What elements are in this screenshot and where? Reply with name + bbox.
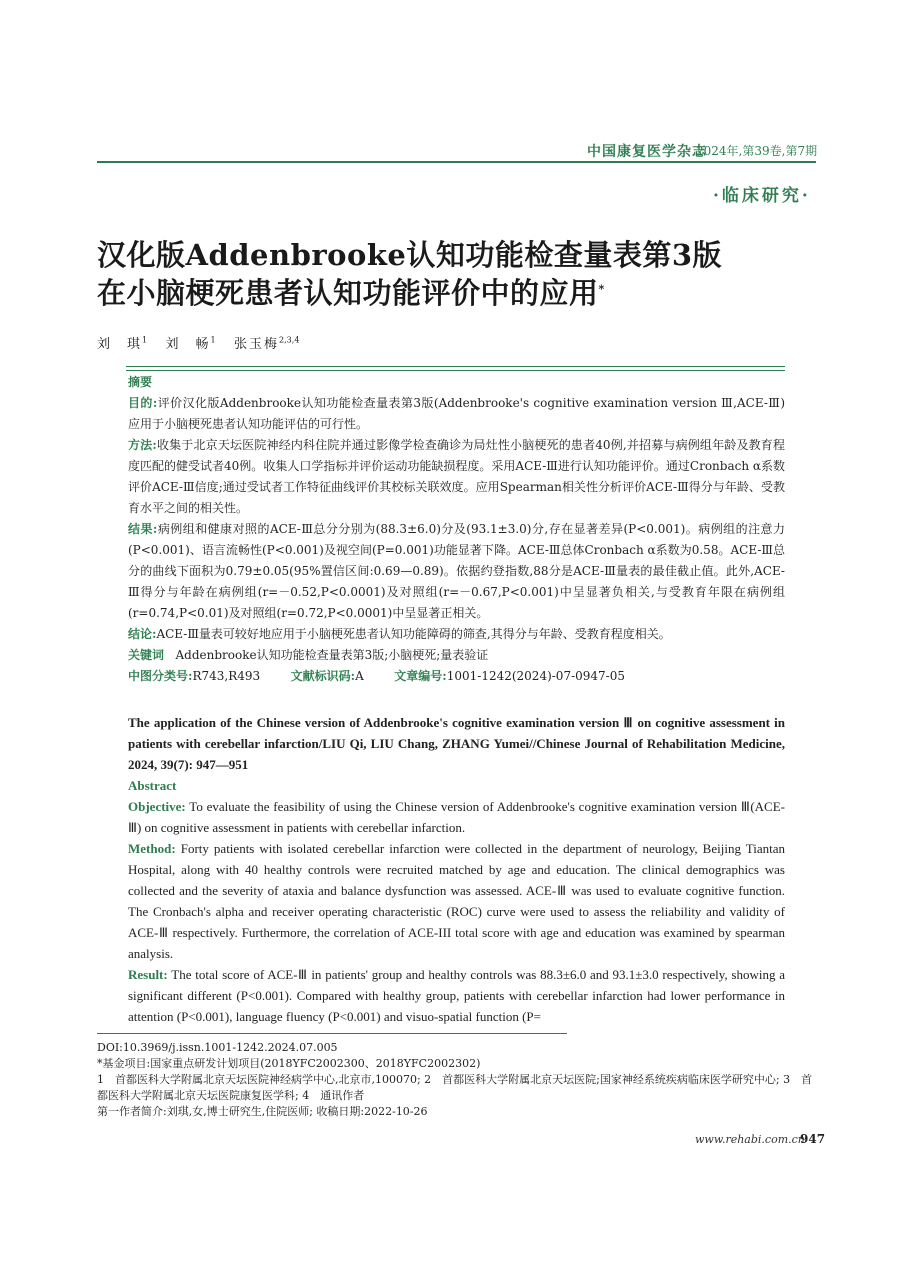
doi: DOI:10.3969/j.issn.1001-1242.2024.07.005 <box>97 1041 338 1054</box>
affiliations: 1 首都医科大学附属北京天坛医院神经病学中心,北京市,100070; 2 首都医科大学附属北京天坛医院;国家神经系统疾病临床医学研究中心; 3 首都医科大学附属北京天坛医院康复医学科; 4 通讯作者 <box>97 1073 813 1102</box>
method-label: 方法: <box>128 438 157 452</box>
author-name: 张玉梅 <box>234 337 280 352</box>
clc-label: 中图分类号: <box>128 669 193 683</box>
clc-value: R743,R493 <box>192 669 261 683</box>
english-result-text: The total score of ACE-Ⅲ in patients' group and healthy controls was 88.3±6.0 and 93.1±3.0 respectively, showing a significant different (P<0.001). Compared with healthy group, patients with cerebellar infarction had lower performance in attention (P<0.001), language fluency (P<0.001) and visuo-spatial function (P= <box>128 967 786 1024</box>
objective-label: 目的: <box>128 396 158 410</box>
english-abstract-heading: Abstract <box>128 778 177 793</box>
footnote-rule <box>97 1033 567 1034</box>
author-affiliation: 1 <box>210 335 216 345</box>
title-footnote-mark: * <box>598 282 605 296</box>
abstract-result <box>128 519 785 624</box>
english-objective-label: Objective: <box>128 799 186 814</box>
english-method-text: Forty patients with isolated cerebellar infarction were collected in the department of neurology, Beijing Tiantan Hospital, along with 40 healthy controls were recruited matched by age and education. The clinical demographics was collected and the severity of ataxia and balance dysfunction was assessed. ACE-Ⅲ was used to evaluate cognitive function. The Cronbach's alpha and receiver operating characteristic (ROC) curve were used to assess the reliability and validity of ACE-Ⅲ respectively. Furthermore, the correlation of ACE-III total score with age and education was examined by spearman analysis. <box>128 841 786 961</box>
result-text: 病例组和健康对照的ACE-Ⅲ总分分别为(88.3±6.0)分及(93.1±3.0)分,存在显著差异(P<0.001)。病例组的注意力(P<0.001)、语言流畅性(P<0.001)及视空间(P=0.001)功能显著下降。ACE-Ⅲ总体Cronbach α系数为0.58。ACE-Ⅲ总分的曲线下面积为0.79±0.05(95%置信区间:0.69—0.89)。依据约登指数,88分是ACE-Ⅲ量表的最佳截止值。此外,ACE-Ⅲ得分与年龄在病例组(r=－0.52,P<0.0001)及对照组(r=－0.67,P<0.001)中呈显著负相关,与受教育年限在病例组(r=0.74,P<0.01)及对照组(r=0.72,P<0.0001)中呈显著正相关。 <box>128 522 785 620</box>
author-name: 刘 琪 <box>97 337 143 352</box>
article-title-line-1: 汉化版Addenbrooke认知功能检查量表第3版 <box>97 238 723 272</box>
doc-code-value: A <box>355 669 364 683</box>
keywords-text: Addenbrooke认知功能检查量表第3版;小脑梗死;量表验证 <box>175 648 489 662</box>
issue-info: 2024年,第39卷,第7期 <box>696 144 818 158</box>
abstract-method <box>128 435 785 519</box>
header-rule <box>97 161 816 163</box>
abstract-top-rule <box>126 366 785 371</box>
article-title-line-2-text: 在小脑梗死患者认知功能评价中的应用 <box>97 276 599 310</box>
classification-line <box>128 666 785 687</box>
conclusion-text: ACE-Ⅲ量表可较好地应用于小脑梗死患者认知功能障碍的筛查,其得分与年龄、受教育程度相关。 <box>156 627 671 641</box>
english-method <box>128 838 785 964</box>
method-text: 收集于北京天坛医院神经内科住院并通过影像学检查确诊为局灶性小脑梗死的患者40例,并招募与病例组年龄及教育程度匹配的健受试者40例。收集人口学指标并评价运动功能缺损程度。采用ACE-Ⅲ进行认知功能评价。通过Cronbach α系数评价ACE-Ⅲ信度;通过受试者工作特征曲线评价其校标关联效度。应用Spearman相关性分析评价ACE-Ⅲ得分与年龄、受教育水平之间的相关性。 <box>128 438 785 515</box>
author-name: 刘 畅 <box>165 337 211 352</box>
english-objective <box>128 796 785 838</box>
english-objective-text: To evaluate the feasibility of using the Chinese version of Addenbrooke's cognitive examination version Ⅲ(ACE-Ⅲ) on cognitive assessment in patients with cerebellar infarction. <box>128 799 785 835</box>
keywords-label: 关键词 <box>128 648 165 662</box>
result-label: 结果: <box>128 522 158 536</box>
journal-name: 中国康复医学杂志 <box>587 144 707 160</box>
doc-code-label: 文献标识码: <box>290 669 356 683</box>
journal-website: www.rehabi.com.cn <box>695 1133 805 1146</box>
keywords <box>128 645 785 666</box>
english-result-label: Result: <box>128 967 168 982</box>
author-affiliation: 2,3,4 <box>279 335 300 345</box>
english-method-label: Method: <box>128 841 176 856</box>
article-no-label: 文章编号: <box>394 669 447 683</box>
abstract-objective <box>128 393 785 435</box>
article-no-value: 1001-1242(2024)-07-0947-05 <box>446 669 625 683</box>
objective-text: 评价汉化版Addenbrooke认知功能检查量表第3版(Addenbrooke's cognitive examination version Ⅲ,ACE-Ⅲ)应用于小脑梗死患者认知功能评估的可行性。 <box>128 396 786 431</box>
article-title-line-2 <box>97 271 605 312</box>
author-affiliation: 1 <box>142 335 148 345</box>
abstract-heading: 摘要 <box>128 375 153 389</box>
fund-note: *基金项目:国家重点研发计划项目(2018YFC2002300、2018YFC2002302) <box>97 1057 481 1070</box>
abstract-conclusion <box>128 624 785 645</box>
footnotes <box>97 1040 817 1120</box>
first-author-note: 第一作者简介:刘琪,女,博士研究生,住院医师; 收稿日期:2022-10-26 <box>97 1105 428 1118</box>
abstract-english <box>128 712 785 1027</box>
conclusion-label: 结论: <box>128 627 157 641</box>
english-citation: The application of the Chinese version of Addenbrooke's cognitive examination version Ⅲ on cognitive assessment in patients with cerebellar infarction/LIU Qi, LIU Chang, ZHANG Yumei//Chinese Journal of Rehabilitation Medicine, 2024, 39(7): 947—951 <box>128 715 785 772</box>
page-number: 947 <box>800 1132 826 1146</box>
english-result <box>128 964 785 1027</box>
section-label: ·临床研究· <box>713 186 811 206</box>
author-list <box>97 333 299 352</box>
abstract-chinese <box>128 372 785 687</box>
